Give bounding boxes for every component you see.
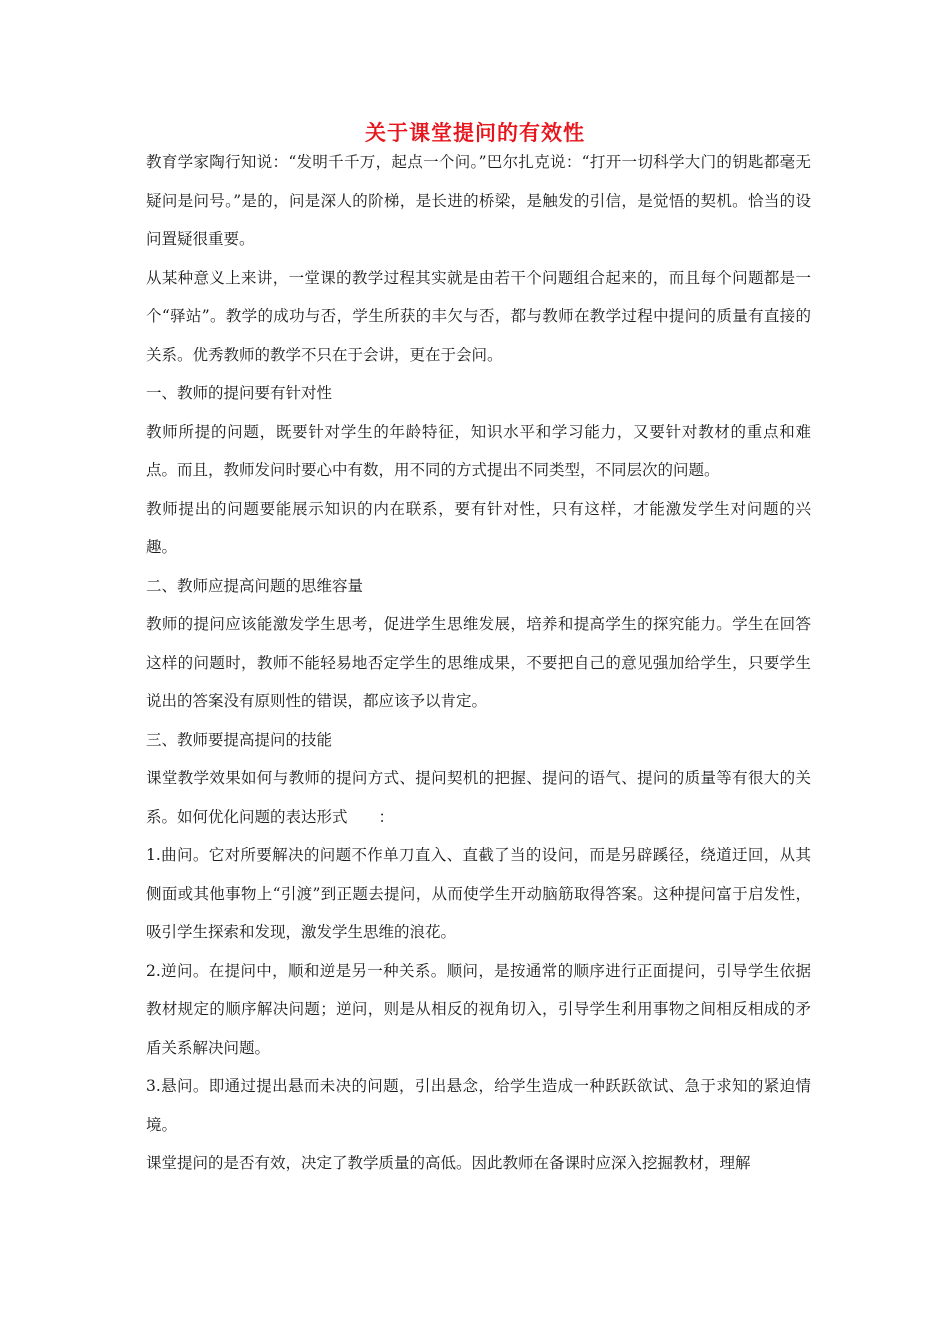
paragraph-teaching-process: 从某种意义上来讲，一堂课的教学过程其实就是由若干个问题组合起来的，而且每个问题都是一个“驿站”。教学的成功与否，学生所获的丰欠与否，都与教师在教学过程中提问的质量有直接的关系。优秀教师的教学不只在于会讲，更在于会问。 (146, 268, 811, 364)
paragraph-knowledge-links: 教师提出的问题要能展示知识的内在联系，要有针对性，只有这样，才能激发学生对问题的兴趣。 (146, 499, 811, 556)
section-heading-2: 二、教师应提高问题的思维容量 (146, 576, 364, 595)
paragraph-question-skills: 课堂教学效果如何与教师的提问方式、提问契机的把握、提问的语气、提问的质量等有很大的关系。如何优化问题的表达形式 ： (146, 769, 811, 826)
list-item-reverse-question: 2.逆问。在提问中，顺和逆是另一种关系。顺问，是按通常的顺序进行正面提问，引导学生依据教材规定的顺序解决问题；逆问，则是从相反的视角切入，引导学生利用事物之间相反相成的矛盾关系解决问题。 (146, 961, 811, 1057)
section-heading-3: 三、教师要提高提问的技能 (146, 730, 333, 749)
paragraph-targeted-questions: 教师所提的问题，既要针对学生的年龄特征，知识水平和学习能力，又要针对教材的重点和难点。而且，教师发问时要心中有数，用不同的方式提出不同类型，不同层次的问题。 (146, 422, 811, 479)
list-item-indirect-question: 1.曲问。它对所要解决的问题不作单刀直入、直截了当的设问，而是另辟蹊径，绕道迂回，从其侧面或其他事物上“引渡”到正题去提问，从而使学生开动脑筋取得答案。这种提问富于启发性，吸引学生探索和发现，激发学生思维的浪花。 (146, 846, 811, 941)
list-item-suspense-question: 3.悬问。即通过提出悬而未决的问题，引出悬念，给学生造成一种跃跃欲试、急于求知的紧迫情境。 (146, 1077, 811, 1134)
document-body (146, 143, 811, 1183)
paragraph-thinking-capacity: 教师的提问应该能激发学生思考，促进学生思维发展，培养和提高学生的探究能力。学生在回答这样的问题时，教师不能轻易地否定学生的思维成果，不要把自己的意见强加给学生，只要学生说出的答案没有原则性的错误，都应该予以肯定。 (146, 615, 811, 710)
paragraph-intro-quote: 教育学家陶行知说：“发明千千万，起点一个问。”巴尔扎克说：“打开一切科学大门的钥匙都毫无疑问是问号。”是的，问是深人的阶梯，是长进的桥梁，是触发的引信，是觉悟的契机。恰当的设问置疑很重要。 (146, 153, 811, 248)
document-title: 关于课堂提问的有效性 (365, 121, 585, 145)
section-heading-1: 一、教师的提问要有针对性 (146, 384, 333, 402)
paragraph-conclusion: 课堂提问的是否有效，决定了教学质量的高低。因此教师在备课时应深入挖掘教材，理解 (146, 1154, 751, 1172)
